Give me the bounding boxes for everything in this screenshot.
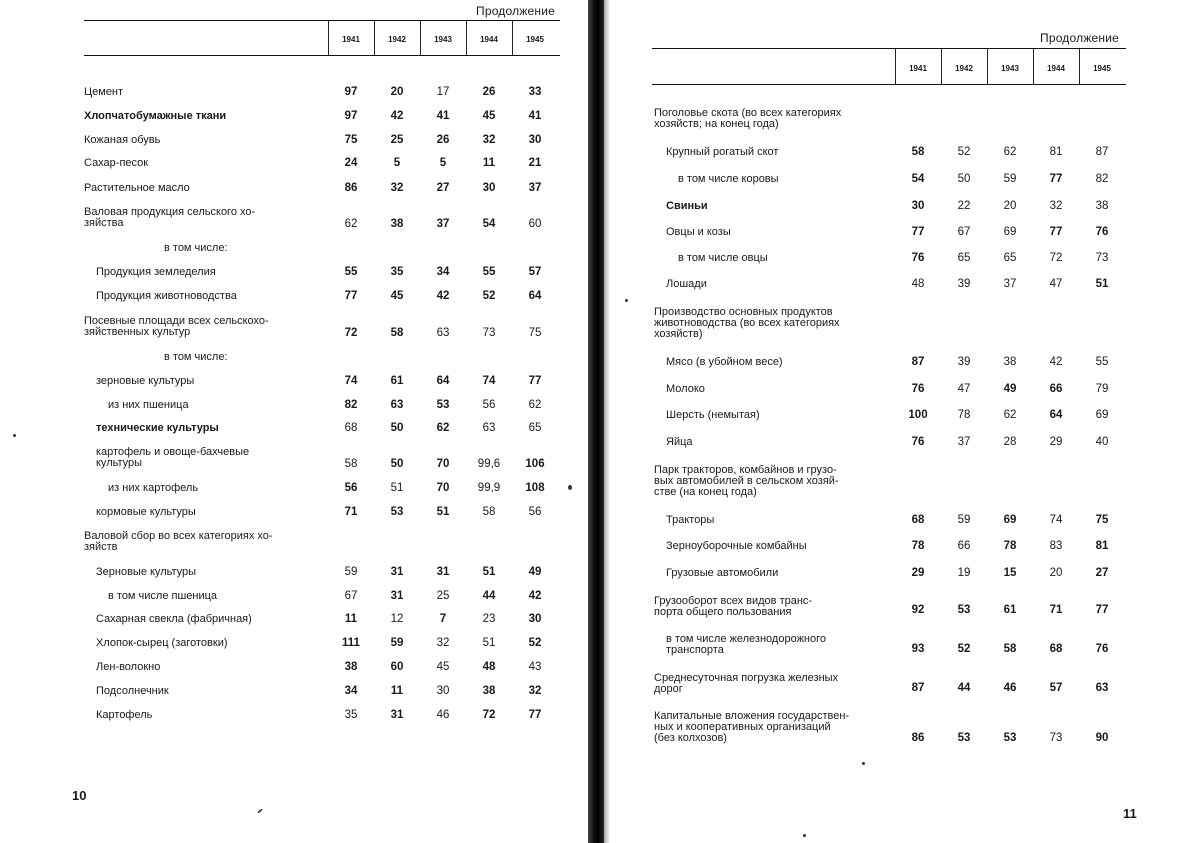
table-cell: 64 xyxy=(1049,409,1063,421)
row-label: Сахар-песок xyxy=(84,157,149,169)
table-cell: 62 xyxy=(1003,146,1017,158)
table-cell: 42 xyxy=(1049,356,1063,368)
table-cell: 72 xyxy=(1049,252,1063,264)
table-cell: 59 xyxy=(1003,173,1017,185)
column-divider xyxy=(374,21,375,55)
table-cell: 19 xyxy=(957,567,971,579)
row-label: Мясо (в убойном весе) xyxy=(666,356,783,368)
table-cell: 35 xyxy=(390,266,404,278)
table-cell: 62 xyxy=(436,422,450,434)
table-cell: 30 xyxy=(528,613,542,625)
table-cell: 64 xyxy=(436,375,450,387)
table-cell: 27 xyxy=(436,182,450,194)
row-label: в том числе пшеница xyxy=(108,590,218,602)
row-label: Производство основных продуктов животноводства (во всех категориях хозяйств) xyxy=(654,306,840,340)
table-cell: 55 xyxy=(344,266,358,278)
table-cell: 60 xyxy=(528,218,542,230)
table-cell: 69 xyxy=(1095,409,1109,421)
table-cell: 99,6 xyxy=(477,458,501,470)
table-cell: 27 xyxy=(1095,567,1109,579)
table-cell: 76 xyxy=(911,383,925,395)
table-cell: 50 xyxy=(957,173,971,185)
table-cell: 38 xyxy=(344,661,358,673)
table-cell: 69 xyxy=(1003,226,1017,238)
table-cell: 97 xyxy=(344,110,358,122)
row-label: Валовой сбор во всех категориях хо- зяйств xyxy=(84,530,273,553)
table-cell: 81 xyxy=(1049,146,1063,158)
table-cell: 11 xyxy=(344,613,358,625)
table-cell: 68 xyxy=(344,422,358,434)
column-divider xyxy=(941,49,942,84)
table-cell: 55 xyxy=(482,266,496,278)
table-cell: 51 xyxy=(390,482,404,494)
row-label: Поголовье скота (во всех категориях хозяйств; на конец года) xyxy=(654,107,842,130)
table-cell: 78 xyxy=(911,540,925,552)
table-cell: 32 xyxy=(528,685,542,697)
table-cell: 25 xyxy=(436,590,450,602)
table-cell: 29 xyxy=(911,567,925,579)
table-cell: 93 xyxy=(911,643,925,655)
scan-speck xyxy=(862,762,865,765)
table-cell: 23 xyxy=(482,613,496,625)
table-cell: 70 xyxy=(436,482,450,494)
column-divider xyxy=(420,21,421,55)
row-label: кормовые культуры xyxy=(96,506,196,518)
table-cell: 76 xyxy=(911,252,925,264)
year-header: 1944 xyxy=(1047,64,1065,73)
table-cell: 53 xyxy=(390,506,404,518)
table-cell: 78 xyxy=(957,409,971,421)
row-label: в том числе овцы xyxy=(678,252,768,264)
table-cell: 12 xyxy=(390,613,404,625)
column-divider xyxy=(328,21,329,55)
row-label: Среднесуточная погрузка железных дорог xyxy=(654,672,839,695)
table-cell: 42 xyxy=(390,110,404,122)
table-cell: 11 xyxy=(482,157,496,169)
table-cell: 49 xyxy=(528,566,542,578)
table-cell: 70 xyxy=(436,458,450,470)
table-cell: 15 xyxy=(1003,567,1017,579)
scan-speck xyxy=(803,834,806,837)
table-cell: 71 xyxy=(1049,604,1063,616)
table-cell: 52 xyxy=(482,290,496,302)
table-cell: 31 xyxy=(390,590,404,602)
row-label: Кожаная обувь xyxy=(84,134,161,146)
table-cell: 86 xyxy=(911,732,925,744)
row-label: Цемент xyxy=(84,86,124,98)
table-cell: 63 xyxy=(1095,682,1109,694)
table-cell: 46 xyxy=(436,709,450,721)
table-cell: 31 xyxy=(390,709,404,721)
table-cell: 82 xyxy=(344,399,358,411)
page-number: 10 xyxy=(72,788,87,803)
table-cell: 26 xyxy=(436,134,450,146)
table-cell: 39 xyxy=(957,278,971,290)
row-label: в том числе коровы xyxy=(678,173,779,185)
column-divider xyxy=(987,49,988,84)
table-cell: 43 xyxy=(528,661,542,673)
table-cell: 35 xyxy=(344,709,358,721)
table-cell: 81 xyxy=(1095,540,1109,552)
table-cell: 108 xyxy=(525,482,545,494)
table-cell: 48 xyxy=(911,278,925,290)
table-cell: 100 xyxy=(908,409,928,421)
table-cell: 77 xyxy=(911,226,925,238)
table-header-rule xyxy=(84,55,560,56)
table-cell: 82 xyxy=(1095,173,1109,185)
table-cell: 44 xyxy=(957,682,971,694)
table-cell: 39 xyxy=(957,356,971,368)
scan-speck xyxy=(568,485,572,490)
table-cell: 65 xyxy=(957,252,971,264)
table-cell: 86 xyxy=(344,182,358,194)
table-cell: 45 xyxy=(436,661,450,673)
table-cell: 47 xyxy=(957,383,971,395)
table-cell: 106 xyxy=(525,458,545,470)
table-cell: 20 xyxy=(390,86,404,98)
table-cell: 42 xyxy=(436,290,450,302)
table-cell: 58 xyxy=(390,327,404,339)
table-cell: 74 xyxy=(482,375,496,387)
table-cell: 61 xyxy=(390,375,404,387)
table-cell: 87 xyxy=(911,356,925,368)
year-header: 1941 xyxy=(342,35,360,44)
table-cell: 5 xyxy=(393,157,401,169)
table-header-rule xyxy=(652,84,1126,85)
table-cell: 78 xyxy=(1003,540,1017,552)
table-cell: 32 xyxy=(482,134,496,146)
row-label: Грузооборот всех видов транс- порта общего пользования xyxy=(654,595,813,618)
table-cell: 97 xyxy=(344,86,358,98)
table-cell: 37 xyxy=(1003,278,1017,290)
table-cell: 24 xyxy=(344,157,358,169)
table-cell: 65 xyxy=(528,422,542,434)
column-divider xyxy=(512,21,513,55)
table-cell: 38 xyxy=(1095,200,1109,212)
table-cell: 75 xyxy=(1095,514,1109,526)
table-cell: 74 xyxy=(344,375,358,387)
table-cell: 50 xyxy=(390,458,404,470)
row-label: Сахарная свекла (фабричная) xyxy=(96,613,252,625)
table-cell: 44 xyxy=(482,590,496,602)
table-cell: 11 xyxy=(390,685,404,697)
table-cell: 29 xyxy=(1049,436,1063,448)
table-cell: 52 xyxy=(528,637,542,649)
table-cell: 62 xyxy=(528,399,542,411)
year-header: 1945 xyxy=(526,35,544,44)
table-cell: 38 xyxy=(390,218,404,230)
table-cell: 66 xyxy=(957,540,971,552)
table-cell: 62 xyxy=(344,218,358,230)
table-cell: 21 xyxy=(528,157,542,169)
scan-speck xyxy=(13,434,16,437)
year-header: 1945 xyxy=(1093,64,1111,73)
row-label: Подсолнечник xyxy=(96,685,169,697)
table-cell: 56 xyxy=(344,482,358,494)
year-header: 1944 xyxy=(480,35,498,44)
table-cell: 77 xyxy=(528,375,542,387)
table-cell: 53 xyxy=(957,604,971,616)
table-cell: 53 xyxy=(1003,732,1017,744)
page-number: 11 xyxy=(1123,806,1137,821)
table-cell: 40 xyxy=(1095,436,1109,448)
row-label: Овцы и козы xyxy=(666,226,731,238)
table-cell: 92 xyxy=(911,604,925,616)
table-cell: 63 xyxy=(436,327,450,339)
table-cell: 51 xyxy=(436,506,450,518)
column-divider xyxy=(1079,49,1080,84)
table-cell: 60 xyxy=(390,661,404,673)
table-cell: 31 xyxy=(436,566,450,578)
year-header: 1942 xyxy=(388,35,406,44)
row-label: Тракторы xyxy=(666,514,715,526)
row-label: Растительное масло xyxy=(84,182,190,194)
row-label: Хлопок-сырец (заготовки) xyxy=(96,637,228,649)
right-page xyxy=(600,0,1200,843)
table-cell: 56 xyxy=(528,506,542,518)
table-cell: 59 xyxy=(957,514,971,526)
table-cell: 51 xyxy=(482,637,496,649)
table-cell: 45 xyxy=(482,110,496,122)
row-label: технические культуры xyxy=(96,422,219,434)
table-cell: 77 xyxy=(1095,604,1109,616)
table-cell: 72 xyxy=(482,709,496,721)
table-cell: 30 xyxy=(911,200,925,212)
row-label: Лен-волокно xyxy=(96,661,161,673)
table-cell: 75 xyxy=(528,327,542,339)
row-label: Продукция животноводства xyxy=(96,290,237,302)
row-label: Грузовые автомобили xyxy=(666,567,779,579)
table-cell: 28 xyxy=(1003,436,1017,448)
row-label: из них пшеница xyxy=(108,399,189,411)
table-cell: 63 xyxy=(390,399,404,411)
table-cell: 83 xyxy=(1049,540,1063,552)
table-cell: 73 xyxy=(482,327,496,339)
table-cell: 57 xyxy=(528,266,542,278)
row-label: Молоко xyxy=(666,383,705,395)
table-cell: 87 xyxy=(1095,146,1109,158)
table-cell: 38 xyxy=(1003,356,1017,368)
row-label: Шерсть (немытая) xyxy=(666,409,760,421)
table-cell: 62 xyxy=(1003,409,1017,421)
table-cell: 53 xyxy=(436,399,450,411)
table-cell: 90 xyxy=(1095,732,1109,744)
table-cell: 77 xyxy=(344,290,358,302)
table-cell: 41 xyxy=(528,110,542,122)
table-cell: 67 xyxy=(957,226,971,238)
table-cell: 32 xyxy=(390,182,404,194)
table-cell: 42 xyxy=(528,590,542,602)
table-cell: 54 xyxy=(482,218,496,230)
continuation-label: Продолжение xyxy=(476,4,556,18)
left-page xyxy=(0,0,590,843)
table-cell: 58 xyxy=(1003,643,1017,655)
row-label: Свиньи xyxy=(666,200,708,212)
table-cell: 54 xyxy=(911,173,925,185)
year-header: 1942 xyxy=(955,64,973,73)
table-cell: 33 xyxy=(528,86,542,98)
table-cell: 58 xyxy=(911,146,925,158)
row-label: зерновые культуры xyxy=(96,375,195,387)
table-cell: 52 xyxy=(957,146,971,158)
table-cell: 73 xyxy=(1049,732,1063,744)
row-label: Парк тракторов, комбайнов и грузо- вых автомобилей в сельском хозяй- стве (на конец года) xyxy=(654,464,839,498)
table-cell: 37 xyxy=(957,436,971,448)
table-cell: 7 xyxy=(439,613,447,625)
table-cell: 65 xyxy=(1003,252,1017,264)
table-cell: 76 xyxy=(1095,226,1109,238)
row-label: из них картофель xyxy=(108,482,199,494)
row-label: Крупный рогатый скот xyxy=(666,146,779,158)
table-cell: 69 xyxy=(1003,514,1017,526)
table-cell: 61 xyxy=(1003,604,1017,616)
table-cell: 64 xyxy=(528,290,542,302)
table-cell: 63 xyxy=(482,422,496,434)
table-cell: 5 xyxy=(439,157,447,169)
table-cell: 68 xyxy=(911,514,925,526)
table-cell: 51 xyxy=(1095,278,1109,290)
table-cell: 47 xyxy=(1049,278,1063,290)
table-cell: 45 xyxy=(390,290,404,302)
year-header: 1943 xyxy=(434,35,452,44)
table-cell: 87 xyxy=(911,682,925,694)
table-cell: 67 xyxy=(344,590,358,602)
row-label: Продукция земледелия xyxy=(96,266,216,278)
row-label: Зерновые культуры xyxy=(96,566,197,578)
table-cell: 41 xyxy=(436,110,450,122)
table-cell: 37 xyxy=(528,182,542,194)
table-cell: 77 xyxy=(1049,173,1063,185)
table-top-rule xyxy=(652,48,1126,49)
table-cell: 77 xyxy=(528,709,542,721)
table-cell: 72 xyxy=(344,327,358,339)
table-cell: 57 xyxy=(1049,682,1063,694)
row-label: в том числе железнодорожного транспорта xyxy=(666,633,827,656)
table-cell: 30 xyxy=(528,134,542,146)
row-label: Капитальные вложения государствен- ных и кооперативных организаций (без колхозов) xyxy=(654,710,850,744)
table-cell: 58 xyxy=(482,506,496,518)
table-cell: 99,9 xyxy=(477,482,501,494)
table-cell: 53 xyxy=(957,732,971,744)
table-cell: 34 xyxy=(344,685,358,697)
table-cell: 26 xyxy=(482,86,496,98)
table-cell: 76 xyxy=(1095,643,1109,655)
row-label: в том числе: xyxy=(164,242,228,254)
table-cell: 51 xyxy=(482,566,496,578)
table-cell: 30 xyxy=(436,685,450,697)
table-cell: 37 xyxy=(436,218,450,230)
table-cell: 59 xyxy=(344,566,358,578)
row-label: Посевные площади всех сельскохо- зяйственных культур xyxy=(84,315,269,338)
table-cell: 66 xyxy=(1049,383,1063,395)
table-cell: 68 xyxy=(1049,643,1063,655)
continuation-label: Продолжение xyxy=(1040,31,1120,45)
table-cell: 38 xyxy=(482,685,496,697)
row-label: Картофель xyxy=(96,709,153,721)
table-cell: 58 xyxy=(344,458,358,470)
table-cell: 25 xyxy=(390,134,404,146)
table-cell: 34 xyxy=(436,266,450,278)
table-cell: 32 xyxy=(1049,200,1063,212)
scan-speck xyxy=(625,299,628,302)
table-cell: 74 xyxy=(1049,514,1063,526)
table-cell: 48 xyxy=(482,661,496,673)
year-header: 1943 xyxy=(1001,64,1019,73)
table-top-rule xyxy=(84,20,560,21)
table-cell: 56 xyxy=(482,399,496,411)
row-label: Лошади xyxy=(666,278,707,290)
row-label: Валовая продукция сельского хо- зяйства xyxy=(84,206,256,229)
row-label: в том числе: xyxy=(164,351,228,363)
table-cell: 20 xyxy=(1049,567,1063,579)
column-divider xyxy=(1033,49,1034,84)
table-cell: 55 xyxy=(1095,356,1109,368)
table-cell: 77 xyxy=(1049,226,1063,238)
table-cell: 79 xyxy=(1095,383,1109,395)
table-cell: 20 xyxy=(1003,200,1017,212)
table-cell: 31 xyxy=(390,566,404,578)
table-cell: 111 xyxy=(342,637,360,649)
table-cell: 59 xyxy=(390,637,404,649)
table-cell: 52 xyxy=(957,643,971,655)
table-cell: 46 xyxy=(1003,682,1017,694)
table-cell: 32 xyxy=(436,637,450,649)
table-cell: 71 xyxy=(344,506,358,518)
table-cell: 75 xyxy=(344,134,358,146)
table-cell: 73 xyxy=(1095,252,1109,264)
column-divider xyxy=(466,21,467,55)
table-cell: 76 xyxy=(911,436,925,448)
row-label: Зерноуборочные комбайны xyxy=(666,540,807,552)
table-cell: 22 xyxy=(957,200,971,212)
table-cell: 30 xyxy=(482,182,496,194)
table-cell: 17 xyxy=(436,86,450,98)
column-divider xyxy=(895,49,896,84)
row-label: картофель и овоще-бахчевые культуры xyxy=(96,446,250,469)
year-header: 1941 xyxy=(909,64,927,73)
row-label: Яйца xyxy=(666,436,693,448)
row-label: Хлопчатобумажные ткани xyxy=(84,110,227,122)
table-cell: 49 xyxy=(1003,383,1017,395)
table-cell: 50 xyxy=(390,422,404,434)
